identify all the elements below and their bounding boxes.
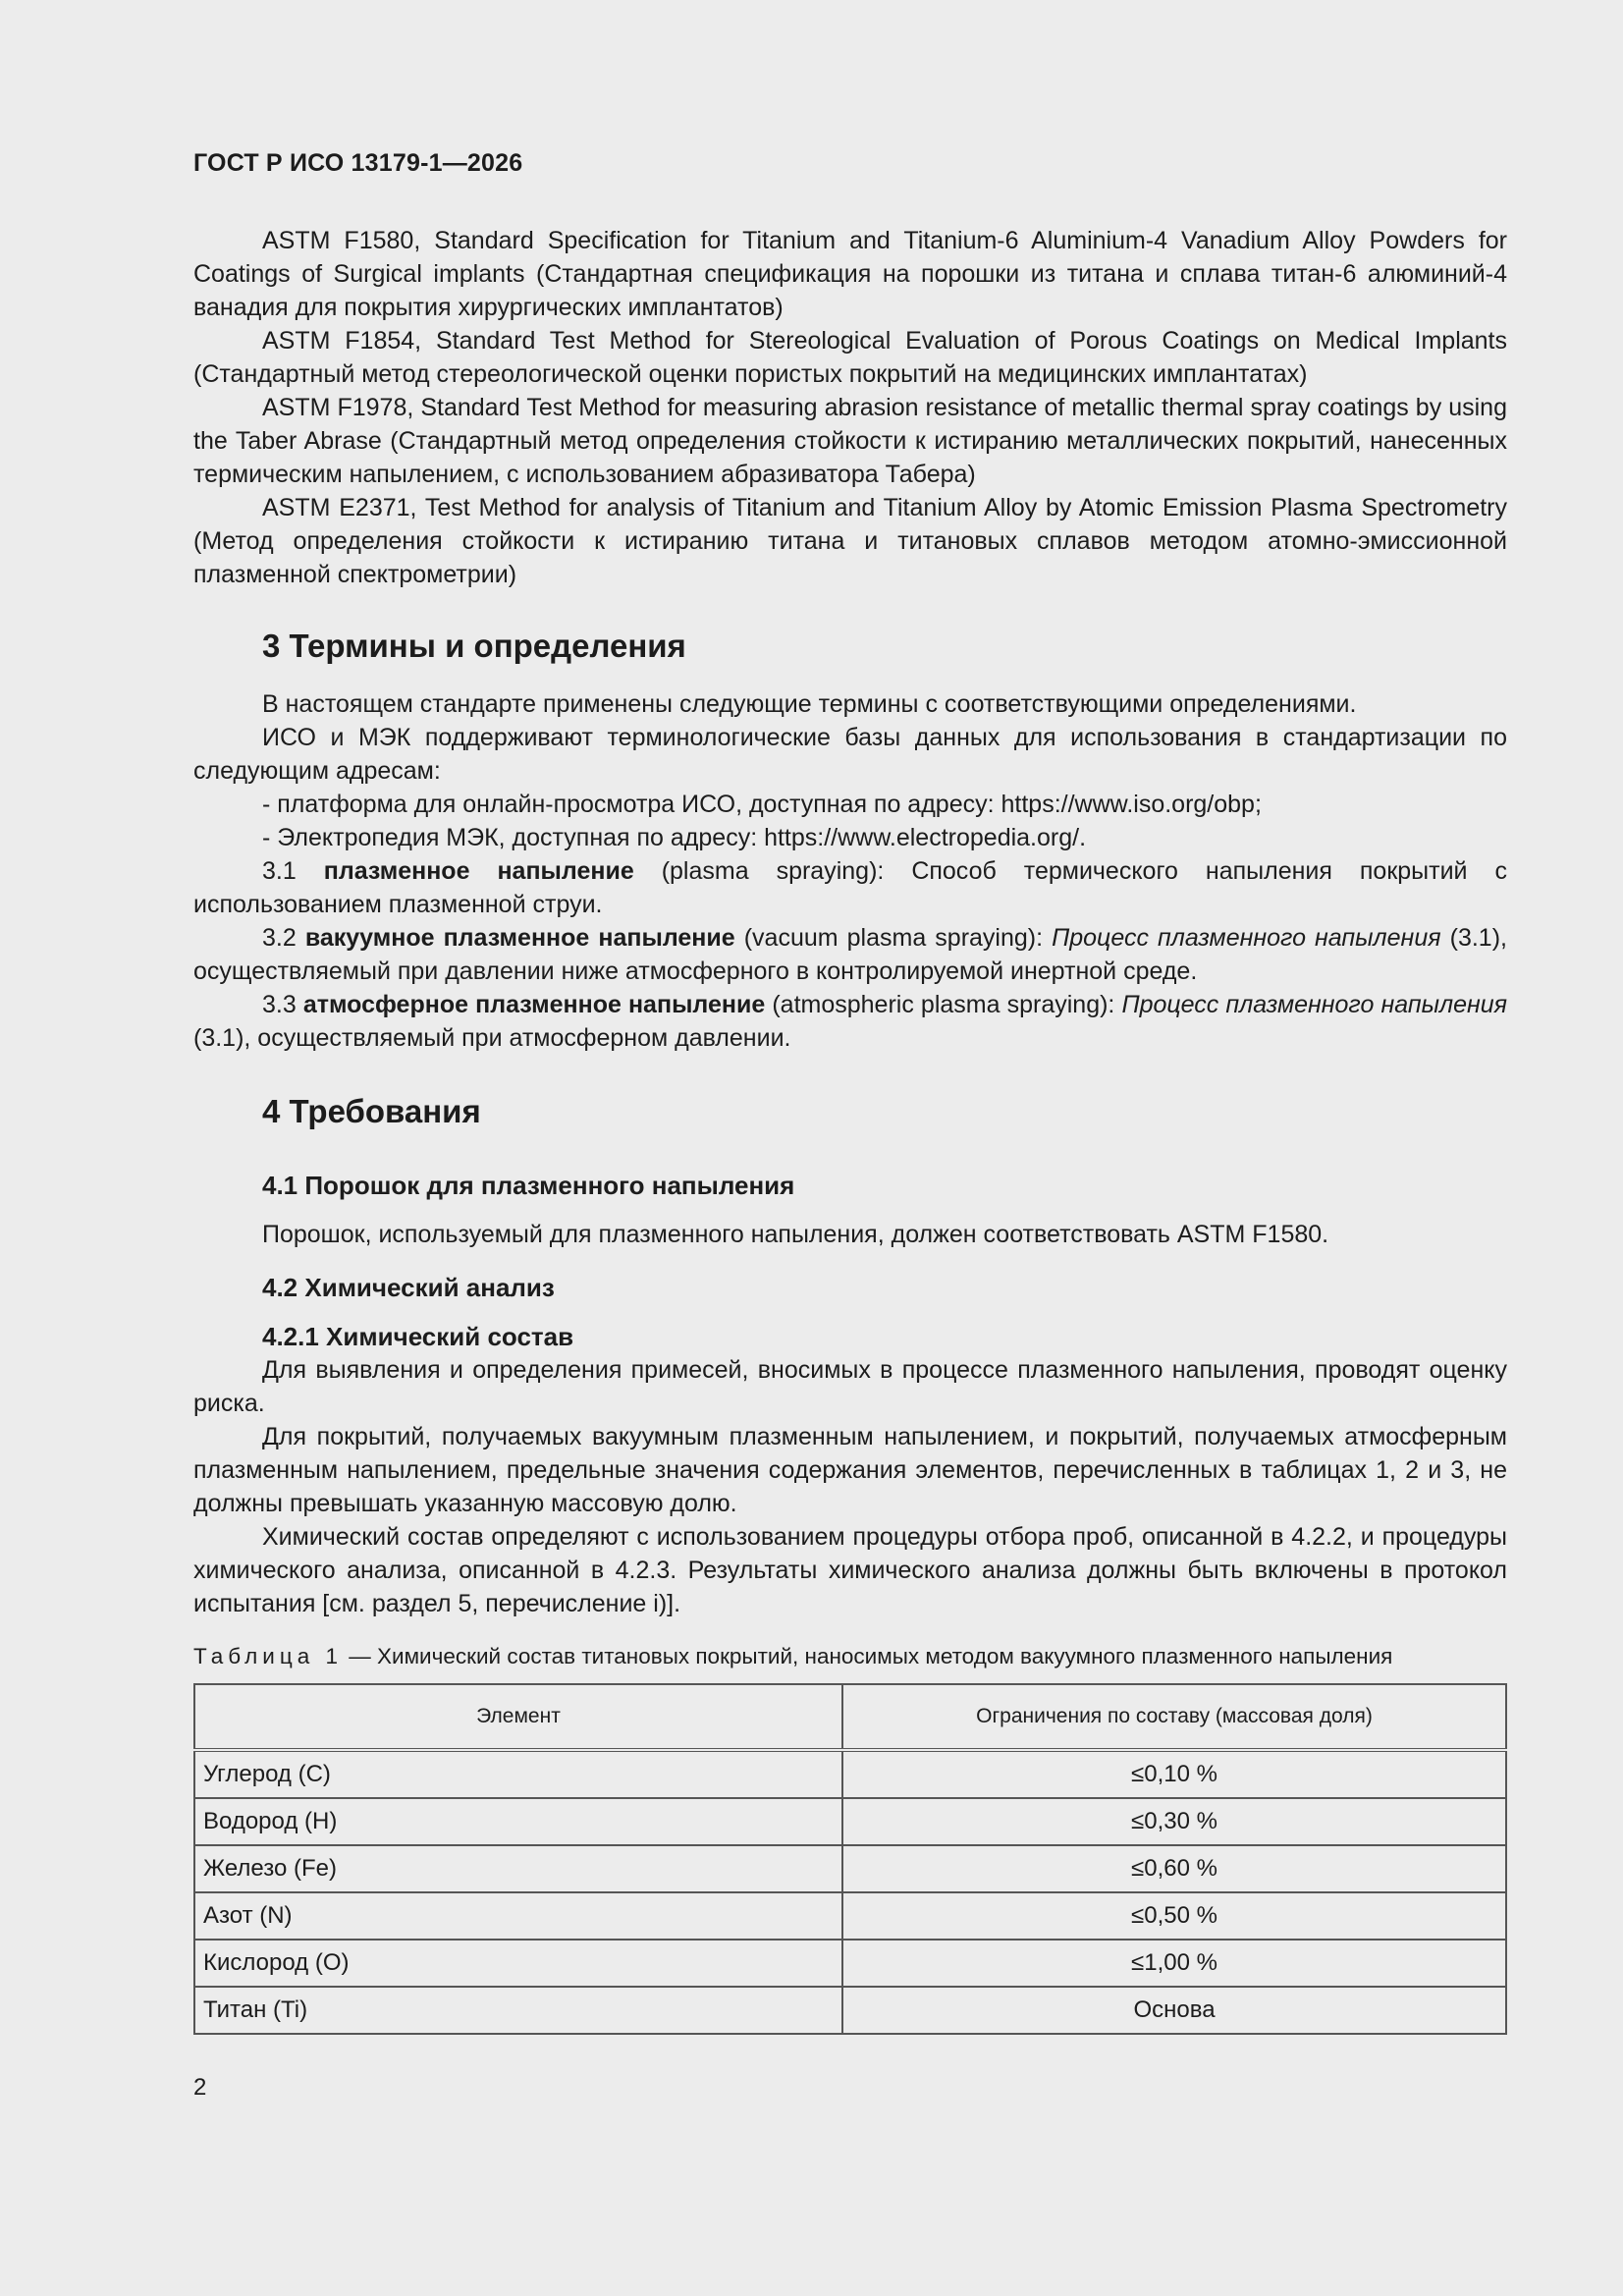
- table-1-caption: [193, 1642, 1507, 1671]
- iso-iec-databases-text: ИСО и МЭК поддерживают терминологические базы данных для использования в стандартизации по следующим адресам:: [193, 724, 1507, 785]
- table-row: [194, 1845, 1506, 1892]
- term-english: (vacuum plasma spraying):: [734, 924, 1053, 952]
- term-name: плазменное напыление: [323, 857, 634, 885]
- page-content: [193, 224, 1507, 2035]
- reference-item: [193, 224, 1507, 324]
- limit-cell: ≤0,60 %: [842, 1845, 1506, 1892]
- table-row: [194, 1798, 1506, 1845]
- table-row: [194, 1940, 1506, 1987]
- reference-code: ASTM E2371,: [262, 494, 417, 521]
- chemical-composition-text: Химический состав определяют с использованием процедуры отбора проб, описанной в 4.2.2, и процедуры химического анализа, описанной в 4.2.3. Результаты химического анализа должны быть включены в протокол испытания [см. раздел 5, перечисление i)].: [193, 1523, 1507, 1617]
- bullet-iso-obp: - платформа для онлайн-просмотра ИСО, доступная по адресу: https://www.iso.org/obp;: [262, 791, 1262, 818]
- reference-code: ASTM F1854,: [262, 327, 422, 355]
- section-3-heading: 3 Термины и определения: [262, 628, 686, 664]
- section-3-intro: В настоящем стандарте применены следующие термины с соответствующими определениями.: [262, 690, 1357, 718]
- table-row: [194, 1750, 1506, 1798]
- element-cell: Углерод (С): [194, 1750, 842, 1798]
- page-number: 2: [193, 2074, 207, 2101]
- chemical-composition-table: [193, 1683, 1507, 2035]
- column-header-element: Элемент: [194, 1684, 842, 1750]
- column-header-limits: Ограничения по составу (массовая доля): [842, 1684, 1506, 1750]
- term-name: атмосферное плазменное напыление: [302, 991, 766, 1018]
- table-1-label: Таблица 1: [193, 1644, 343, 1668]
- reference-text: Standard Test Method for Stereological Evaluation of Porous Coatings on Medical Implants (Стандартный метод стереологической оценки пористых покрытий на медицинских имплантатах): [193, 327, 1508, 388]
- term-definition: (3.1), осуществляемый при давлении ниже атмосферного в контролируемой инертной среде.: [193, 924, 1507, 985]
- section-4-heading: 4 Требования: [262, 1093, 481, 1129]
- term-3-1: [193, 854, 1507, 921]
- table-row: [194, 1892, 1506, 1940]
- bullet-electropedia: - Электропедия МЭК, доступная по адресу: https://www.electropedia.org/.: [262, 824, 1087, 851]
- element-cell: Железо (Fe): [194, 1845, 842, 1892]
- term-3-3: [193, 988, 1507, 1055]
- limit-cell: ≤1,00 %: [842, 1940, 1506, 1987]
- section-4-2-heading: 4.2 Химический анализ: [262, 1273, 555, 1302]
- section-4-1-heading: 4.1 Порошок для плазменного напыления: [262, 1171, 795, 1200]
- table-header-row: [194, 1684, 1506, 1750]
- element-cell: Титан (Ti): [194, 1987, 842, 2034]
- term-name: вакуумное плазменное напыление: [304, 924, 735, 952]
- risk-assessment-text: Для выявления и определения примесей, вносимых в процессе плазменного напыления, проводят оценку риска.: [193, 1356, 1507, 1417]
- limit-cell: ≤0,30 %: [842, 1798, 1506, 1845]
- element-cell: Водород (Н): [194, 1798, 842, 1845]
- table-row: [194, 1987, 1506, 2034]
- term-3-2: [193, 921, 1507, 988]
- document-code-header: ГОСТ Р ИСО 13179-1—2026: [193, 149, 523, 177]
- table-1-title: — Химический состав титановых покрытий, наносимых методом вакуумного плазменного напыления: [343, 1644, 1393, 1668]
- term-number: 3.2: [262, 924, 305, 952]
- term-definition-italic: Процесс плазменного напыления: [1052, 924, 1441, 952]
- limit-cell: ≤0,10 %: [842, 1750, 1506, 1798]
- section-4-2-1-heading: 4.2.1 Химический состав: [262, 1322, 574, 1351]
- normative-references-list: [193, 224, 1507, 591]
- element-cell: Азот (N): [194, 1892, 842, 1940]
- term-english: (atmospheric plasma spraying):: [765, 991, 1122, 1018]
- reference-item: [193, 324, 1507, 391]
- term-number: 3.1: [262, 857, 324, 885]
- reference-text: Standard Specification for Titanium and Titanium-6 Aluminium-4 Vanadium Alloy Powders for Coatings of Surgical implants (Стандартная спецификация на порошки из титана и сплава титан-6 алюминий-4 ванадия для покрытия хирургических имплантатов): [193, 227, 1507, 321]
- limit-cell: ≤0,50 %: [842, 1892, 1506, 1940]
- element-cell: Кислород (О): [194, 1940, 842, 1987]
- limits-text: Для покрытий, получаемых вакуумным плазменным напылением, и покрытий, получаемых атмосферным плазменным напылением, предельные значения содержания элементов, перечисленных в таблицах 1, 2 и 3, не должны превышать указанную массовую долю.: [193, 1423, 1507, 1517]
- term-english: (plasma spraying):: [633, 857, 912, 885]
- reference-code: ASTM F1580,: [262, 227, 421, 254]
- term-definition: (3.1), осуществляемый при атмосферном давлении.: [193, 1024, 791, 1052]
- reference-text: Test Method for analysis of Titanium and Titanium Alloy by Atomic Emission Plasma Spectrometry (Метод определения стойкости к истиранию титана и титановых сплавов методом атомно-эмиссионной плазменной спектрометрии): [193, 494, 1507, 588]
- reference-text: Standard Test Method for measuring abrasion resistance of metallic thermal spray coatings by using the Taber Abrase (Стандартный метод определения стойкости к истиранию металлических покрытий, нанесенных термическим напылением, с использованием абразиватора Табера): [193, 394, 1507, 488]
- term-number: 3.3: [262, 991, 303, 1018]
- section-4-1-text: Порошок, используемый для плазменного напыления, должен соответствовать ASTM F1580.: [262, 1221, 1329, 1248]
- term-definition: Способ термического напыления покрытий с использованием плазменной струи.: [193, 857, 1507, 918]
- reference-item: [193, 391, 1507, 491]
- reference-item: [193, 491, 1507, 591]
- reference-code: ASTM F1978,: [262, 394, 414, 421]
- limit-cell: Основа: [842, 1987, 1506, 2034]
- term-definition-italic: Процесс плазменного напыления: [1121, 991, 1508, 1018]
